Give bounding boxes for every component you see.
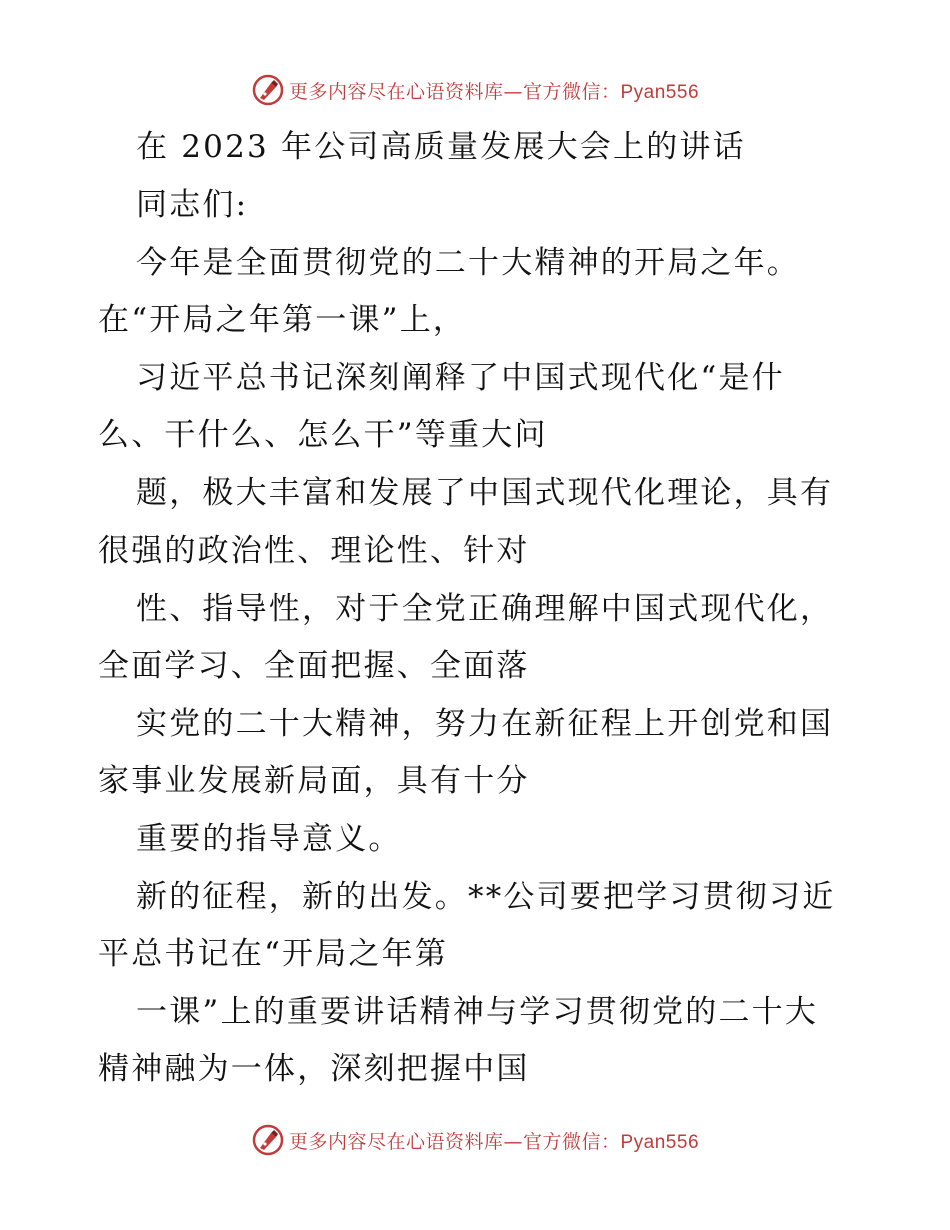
paragraph-line: 实党的二十大精神，努力在新征程上开创党和国: [136, 706, 834, 742]
paragraph-line: 习近平总书记深刻阐释了中国式现代化“是什: [136, 360, 785, 396]
watermark-text: 更多内容尽在心语资料库—官方微信：Pyan556: [288, 80, 700, 103]
paragraph-line: 新的征程，新的出发。**公司要把学习贯彻习近: [136, 879, 836, 915]
paragraph-line: 重要的指导意义。: [136, 821, 402, 857]
paragraph-line: 很强的政治性、理论性、针对: [98, 533, 530, 569]
paragraph-line: 平总书记在“开局之年第: [98, 936, 449, 972]
paragraph-line: 精神融为一体，深刻把握中国: [98, 1051, 530, 1087]
footer-watermark: [0, 1120, 950, 1160]
paragraph-line: 么、干什么、怎么干”等重大问: [98, 417, 548, 453]
paragraph-line: 全面学习、全面把握、全面落: [98, 648, 530, 684]
document-title: 在 2023 年公司高质量发展大会上的讲话: [136, 129, 746, 165]
paragraph-line: 一课”上的重要讲话精神与学习贯彻党的二十大: [136, 994, 819, 1030]
paragraph-line: 性、指导性，对于全党正确理解中国式现代化，: [136, 591, 834, 627]
paragraph-line: 题，极大丰富和发展了中国式现代化理论，具有: [136, 475, 834, 511]
header-watermark: [0, 70, 950, 110]
paragraph-line: 今年是全面贯彻党的二十大精神的开局之年。: [136, 245, 800, 281]
pen-nib-logo-icon: [251, 73, 285, 107]
paragraph-line: 在“开局之年第一课”上，: [98, 302, 467, 338]
watermark-text: 更多内容尽在心语资料库—官方微信：Pyan556: [288, 1130, 700, 1153]
paragraph-line: 家事业发展新局面，具有十分: [98, 763, 530, 799]
salutation: 同志们:: [136, 187, 249, 223]
pen-nib-logo-icon: [251, 1123, 285, 1157]
